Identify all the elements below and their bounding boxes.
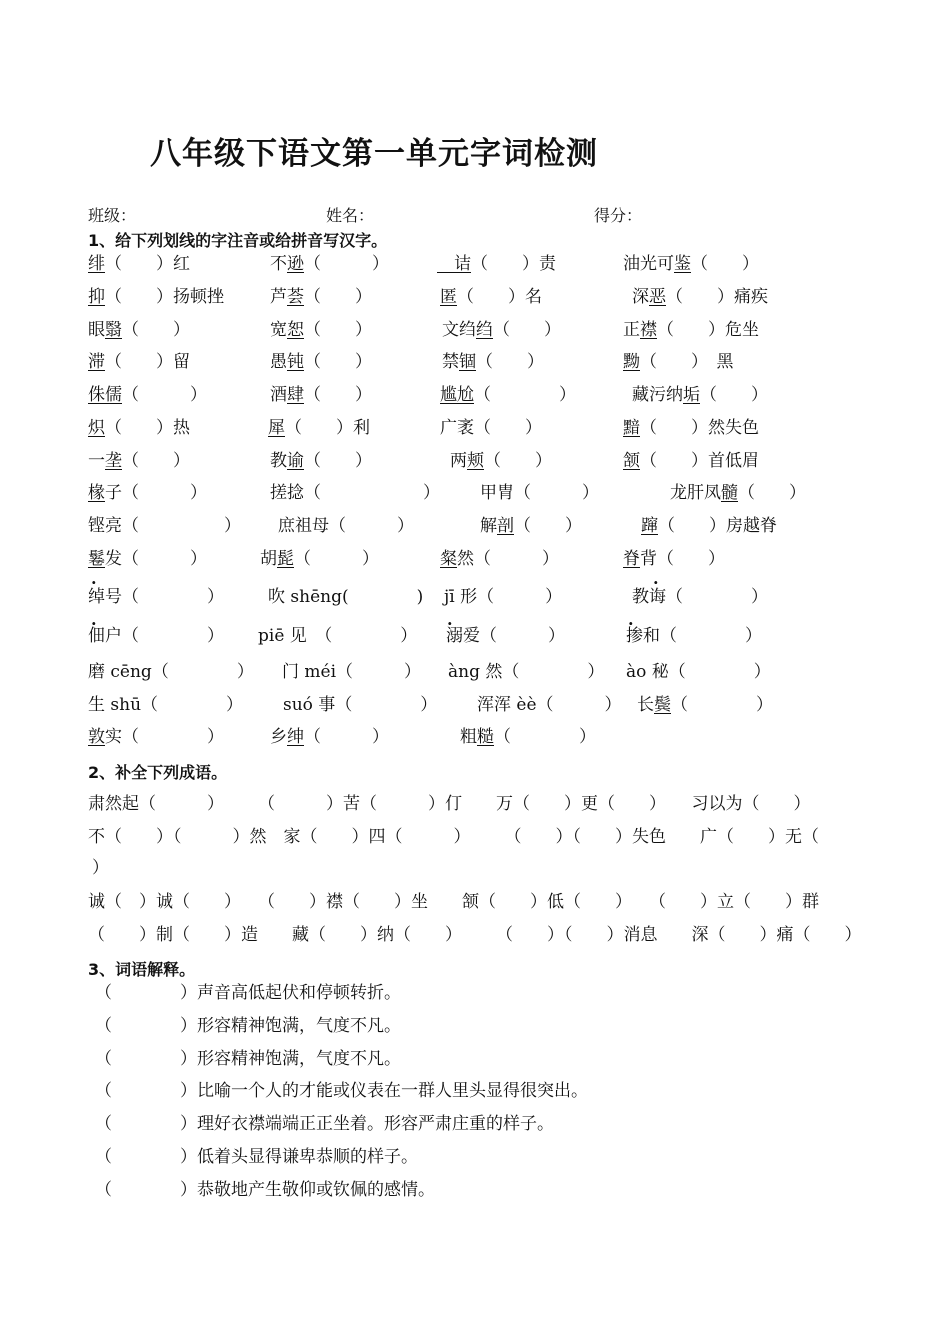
word-prefix: 文绉: [442, 320, 476, 340]
answer-blank: （ ）: [502, 662, 605, 682]
word-prefix: 解: [480, 516, 497, 536]
answer-blank: （ ）危坐: [657, 320, 759, 340]
underlined-char: 抑: [88, 287, 105, 307]
word-item: [623, 249, 759, 274]
word-prefix: 正: [623, 320, 640, 340]
word-item: [88, 657, 254, 682]
idiom-line: 诚（ ）诚（ ） （ ）襟（ ）坐 颔（ ）低（ ） （ ）立（ ）群: [88, 892, 819, 912]
underlined-char: 糙: [477, 727, 494, 747]
word-item: [268, 582, 423, 607]
word-item: [626, 657, 771, 682]
underlined-char: 犀: [268, 418, 285, 438]
section1-heading: 1、给下列划线的字注音或给拼音写汉字。: [88, 231, 388, 250]
name-label: 姓名：: [326, 206, 375, 225]
definition-item: （ ）低着头显得谦卑恭顺的样子。: [95, 1147, 418, 1167]
answer-blank: 实（ ）: [105, 727, 224, 747]
word-prefix: 龙肝凤: [670, 483, 721, 503]
underlined-char: 鉴: [674, 254, 691, 274]
underlined-char: 肆: [287, 385, 304, 405]
definition-item: （ ）比喻一个人的才能或仪表在一群人里头显得很突出。: [95, 1081, 588, 1102]
word-item: [460, 722, 596, 747]
underlined-char: 垄: [105, 451, 122, 471]
emphasis-dot: .: [628, 610, 634, 629]
word-item: [258, 621, 417, 646]
answer-blank: （ ）: [536, 695, 622, 715]
answer-blank: （ ）: [304, 727, 389, 747]
answer-blank: （ ）: [304, 352, 372, 372]
emphasis-dot: .: [653, 569, 659, 588]
word-item: [270, 249, 389, 274]
word-item: [88, 478, 207, 503]
answer-blank: （ ）痛疾: [666, 287, 768, 307]
underlined-char: 逊: [287, 254, 304, 274]
underlined-char: 钝: [287, 352, 304, 372]
word-prefix: 眼: [88, 320, 105, 340]
underlined-char: 鬓: [654, 695, 671, 715]
emphasis-dot: .: [91, 610, 97, 629]
answer-blank: （ ）: [151, 662, 254, 682]
answer-blank: （ ）: [335, 695, 438, 715]
class-label: 班级：: [88, 206, 137, 225]
underlined-char: 鬈: [88, 549, 105, 569]
answer-blank: （ ）: [122, 320, 190, 340]
underlined-char: 黯: [623, 418, 640, 438]
word-item: [88, 690, 243, 715]
answer-blank: （ ）: [666, 587, 768, 607]
word-prefix: ào 秘: [626, 662, 669, 682]
answer-blank: （ ）: [141, 695, 244, 715]
word-item: [632, 282, 768, 307]
underlined-char: 髭: [277, 549, 294, 569]
underlined-char: 椽: [88, 483, 105, 503]
answer-blank: （ ）扬顿挫: [105, 287, 224, 307]
word-item: [442, 347, 544, 372]
answer-blank: （ ）: [122, 516, 241, 536]
answer-blank: 背（ ）: [640, 549, 725, 569]
word-item: [268, 413, 370, 438]
answer-blank: （ ）: [329, 516, 414, 536]
word-prefix: 愚: [270, 352, 287, 372]
word-item: [623, 544, 725, 569]
word-prefix: 掺和: [626, 626, 660, 646]
answer-blank: （ ） 黑: [640, 352, 734, 372]
word-prefix: 宽: [270, 320, 287, 340]
word-prefix: 甲胄: [480, 483, 514, 503]
word-item: [270, 347, 372, 372]
section3-heading: 3、词语解释。: [88, 960, 196, 979]
underlined-char: 诘: [437, 254, 471, 274]
word-item: [270, 380, 372, 405]
word-item: [88, 446, 190, 471]
word-item: [283, 690, 437, 715]
word-item: [88, 413, 190, 438]
word-prefix: 深: [632, 287, 649, 307]
underlined-char: 尴尬: [440, 385, 474, 405]
answer-blank: （ ）: [668, 662, 771, 682]
answer-blank: （ ）: [306, 626, 418, 646]
word-prefix: 乡: [270, 727, 287, 747]
underlined-char: 绅: [287, 727, 304, 747]
word-item: [88, 380, 207, 405]
underlined-char: 滞: [88, 352, 105, 372]
answer-blank: （ ）责: [471, 254, 556, 274]
answer-blank: （ ）: [336, 662, 422, 682]
word-item: [448, 657, 604, 682]
underlined-char: 炽: [88, 418, 105, 438]
word-item: [278, 511, 414, 536]
answer-blank: 发（ ）: [105, 549, 207, 569]
word-prefix: 不: [270, 254, 287, 274]
answer-blank: ): [348, 587, 424, 607]
word-item: [442, 315, 561, 340]
word-item: [88, 582, 224, 607]
word-item: [623, 315, 759, 340]
answer-blank: （ ）: [484, 451, 552, 471]
answer-blank: （ ）: [294, 549, 379, 569]
underlined-char: 敦: [88, 727, 105, 747]
underlined-char: 颔: [623, 451, 640, 471]
word-item: [88, 511, 241, 536]
answer-blank: 然（ ）: [457, 549, 559, 569]
definition-item: （ ）声音高低起伏和停顿转折。: [95, 983, 401, 1003]
answer-blank: （ ）: [738, 483, 806, 503]
page-title: 八年级下语文第一单元字词检测: [150, 136, 598, 172]
word-prefix: 禁: [442, 352, 459, 372]
answer-blank: （ ）: [494, 727, 596, 747]
answer-blank: （ ）首低眉: [640, 451, 759, 471]
underlined-char: 恕: [287, 320, 304, 340]
answer-blank: （ ）: [474, 385, 576, 405]
answer-blank: （ ）: [304, 385, 372, 405]
idiom-line: 肃然起（ ） （ ）苦（ ）仃 万（ ）更（ ） 习以为（ ）: [88, 794, 811, 814]
word-item: [477, 690, 622, 715]
underlined-char: 颊: [467, 451, 484, 471]
definition-item: （ ）形容精神饱满，气度不凡。: [95, 1015, 401, 1036]
word-prefix: 门 méi: [282, 662, 337, 682]
word-prefix: 吹 shēng(: [268, 587, 349, 607]
word-prefix: 一: [88, 451, 105, 471]
word-item: [446, 621, 565, 646]
answer-blank: （ ）: [493, 320, 561, 340]
underlined-char: 翳: [105, 320, 122, 340]
word-prefix: 教诲: [632, 587, 666, 607]
underlined-char: 荟: [287, 287, 304, 307]
answer-blank: （ ）: [477, 587, 563, 607]
word-item: [480, 478, 599, 503]
underlined-char: 绯: [88, 254, 105, 274]
word-prefix: piē 见: [258, 626, 307, 646]
idiom-line: ）: [92, 858, 109, 878]
underlined-char: 谕: [287, 451, 304, 471]
word-prefix: 铿亮: [88, 516, 122, 536]
answer-blank: （ ）利: [285, 418, 370, 438]
word-item: [270, 282, 372, 307]
word-item: [440, 282, 542, 307]
answer-blank: （ ）热: [105, 418, 190, 438]
answer-blank: （ ）: [514, 483, 599, 503]
word-item: [440, 544, 559, 569]
word-item: [282, 657, 421, 682]
word-prefix: 绰号: [88, 587, 122, 607]
word-item: [623, 446, 759, 471]
word-prefix: 胡: [260, 549, 277, 569]
word-prefix: 庶祖母: [278, 516, 329, 536]
word-item: [440, 380, 576, 405]
word-item: [437, 249, 556, 274]
word-prefix: 生 shū: [88, 695, 142, 715]
word-prefix: jī 形: [444, 587, 478, 607]
definition-item: （ ）形容精神饱满，气度不凡。: [95, 1048, 401, 1069]
definition-item: （ ）恭敬地产生敬仰或钦佩的感情。: [95, 1179, 435, 1200]
word-item: [670, 478, 806, 503]
underlined-char: 锢: [459, 352, 476, 372]
word-item: [480, 511, 582, 536]
answer-blank: （ ）: [660, 626, 762, 646]
word-prefix: àng 然: [448, 662, 503, 682]
underlined-char: 剖: [497, 516, 514, 536]
word-prefix: 广袤: [440, 418, 474, 438]
word-item: [88, 621, 224, 646]
underlined-char: 髓: [721, 483, 738, 503]
underlined-char: 绉: [476, 320, 493, 340]
idiom-line: 不（ ）（ ）然 家（ ）四（ ） （ ）（ ）失色 广（ ）无（: [88, 827, 819, 847]
word-item: [88, 722, 224, 747]
word-prefix: 两: [450, 451, 467, 471]
underlined-char: 侏儒: [88, 385, 122, 405]
answer-blank: （ ）留: [105, 352, 190, 372]
word-item: [88, 544, 207, 569]
answer-blank: （ ）: [122, 587, 224, 607]
answer-blank: （ ）: [304, 451, 372, 471]
underlined-char: 襟: [640, 320, 657, 340]
answer-blank: 子（ ）: [105, 483, 207, 503]
word-item: [270, 446, 372, 471]
word-prefix: 搓捻: [270, 483, 304, 503]
word-item: [88, 282, 224, 307]
answer-blank: （ ）: [691, 254, 759, 274]
answer-blank: （ ）名: [457, 287, 542, 307]
underlined-char: 匿: [440, 287, 457, 307]
answer-blank: （ ）: [480, 626, 565, 646]
answer-blank: （ ）: [122, 626, 224, 646]
answer-blank: （ ）: [304, 287, 372, 307]
word-item: [270, 315, 372, 340]
answer-blank: （ ）: [122, 385, 207, 405]
answer-blank: （ ）: [122, 451, 190, 471]
underlined-char: 脊: [623, 549, 640, 569]
answer-blank: （ ）: [304, 320, 372, 340]
section2-heading: 2、补全下列成语。: [88, 763, 228, 782]
word-item: [270, 722, 389, 747]
word-item: [623, 347, 734, 372]
word-prefix: 磨 cēng: [88, 662, 152, 682]
idiom-line: （ ）制（ ）造 藏（ ）纳（ ） （ ）（ ）消息 深（ ）痛（ ）: [88, 925, 862, 945]
word-prefix: 浑浑 èè: [477, 695, 537, 715]
word-item: [88, 347, 190, 372]
answer-blank: （ ）红: [105, 254, 190, 274]
word-item: [632, 380, 768, 405]
word-prefix: suó 事: [283, 695, 336, 715]
word-item: [450, 446, 552, 471]
word-item: [88, 249, 190, 274]
underlined-char: 垢: [683, 385, 700, 405]
answer-blank: （ ）: [514, 516, 582, 536]
word-item: [623, 413, 759, 438]
word-prefix: 佃户: [88, 626, 122, 646]
definition-item: （ ）理好衣襟端端正正坐着。形容严肃庄重的样子。: [95, 1114, 554, 1135]
answer-blank: （ ）: [304, 254, 389, 274]
answer-blank: （ ）然失色: [640, 418, 759, 438]
word-item: [641, 511, 777, 536]
underlined-char: 粲: [440, 549, 457, 569]
word-item: [260, 544, 379, 569]
underlined-char: 恶: [649, 287, 666, 307]
word-prefix: 溺爱: [446, 626, 480, 646]
underlined-char: 蹿: [641, 516, 658, 536]
word-item: [88, 315, 190, 340]
underlined-char: 黝: [623, 352, 640, 372]
answer-blank: （ ）: [700, 385, 768, 405]
answer-blank: （ ）房越脊: [658, 516, 777, 536]
emphasis-dot: .: [447, 610, 453, 629]
answer-blank: （ ）: [474, 418, 542, 438]
word-prefix: 教: [270, 451, 287, 471]
emphasis-dot: .: [91, 569, 97, 588]
word-prefix: 粗: [460, 727, 477, 747]
answer-blank: （ ）: [304, 483, 440, 503]
word-item: [440, 413, 542, 438]
answer-blank: （ ）: [476, 352, 544, 372]
word-prefix: 长: [637, 695, 654, 715]
word-prefix: 油光可: [623, 254, 674, 274]
word-item: [626, 621, 762, 646]
word-item: [637, 690, 773, 715]
word-prefix: 芦: [270, 287, 287, 307]
word-item: [444, 582, 562, 607]
word-prefix: 藏污纳: [632, 385, 683, 405]
word-item: [270, 478, 440, 503]
answer-blank: （ ）: [671, 695, 773, 715]
score-label: 得分：: [594, 206, 643, 225]
word-prefix: 酒: [270, 385, 287, 405]
